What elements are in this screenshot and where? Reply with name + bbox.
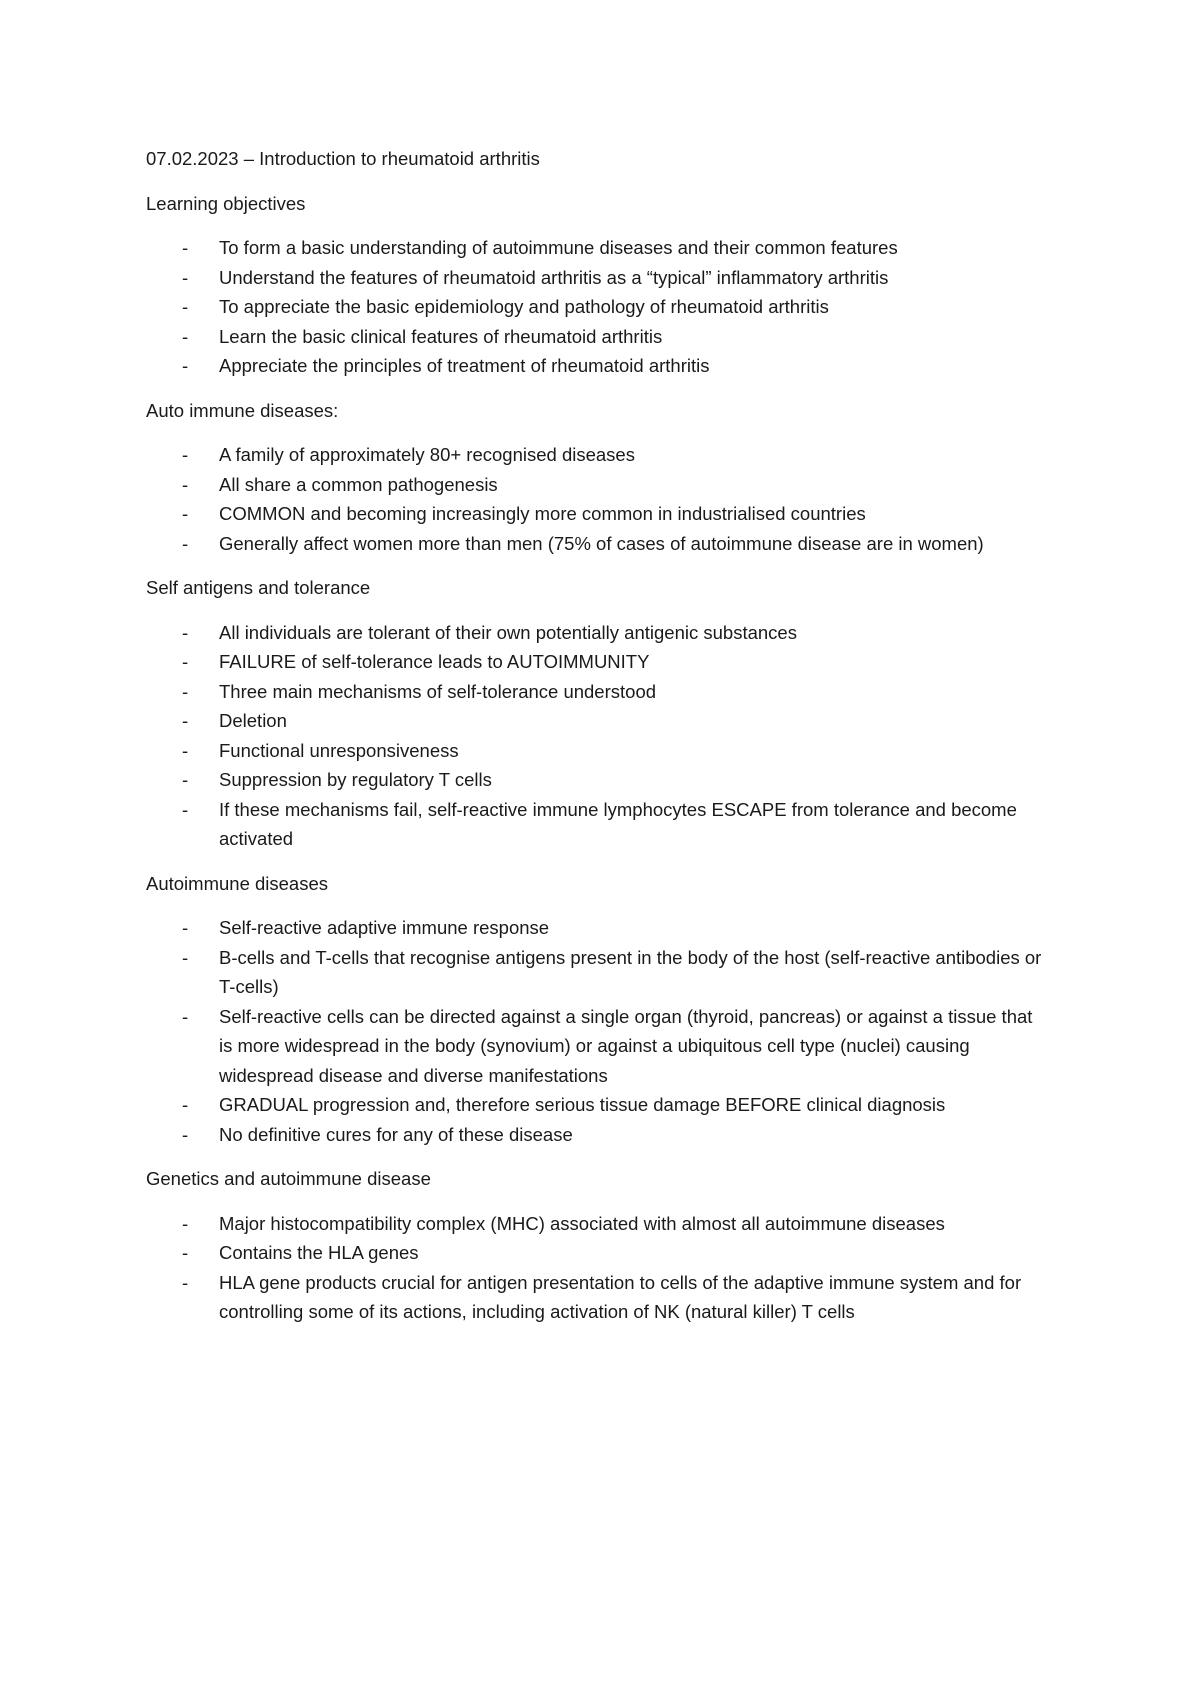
bullet-dash: - [182,946,189,968]
list-item: - No definitive cures for any of these disease [146,1120,1046,1150]
list-item: - To appreciate the basic epidemiology and pathology of rheumatoid arthritis [146,292,1046,322]
self-antigens-list [146,618,1046,854]
bullet-dash: - [182,266,189,288]
list-item: - Self-reactive cells can be directed against a single organ (thyroid, pancreas) or against a tissue that is more widespread in the body (synovium) or against a ubiquitous cell type (nuclei) causing widespread disease and diverse manifestations [146,1002,1046,1091]
list-item: - Three main mechanisms of self-tolerance understood [146,677,1046,707]
list-item: - COMMON and becoming increasingly more common in industrialised countries [146,499,1046,529]
section-heading-learning-objectives: Learning objectives [146,192,306,214]
bullet-dash: - [182,444,189,465]
bullet-dash: - [182,680,189,702]
bullet-dash: - [182,1212,189,1234]
autoimmune-diseases-list [146,913,1046,1149]
list-item: - Deletion [146,706,1046,736]
bullet-dash: - [182,1005,189,1027]
genetics-list [146,1209,1046,1327]
list-item: - Functional unresponsiveness [146,736,1046,766]
bullet-dash: - [182,1242,189,1263]
section-heading-autoimmune-diseases: Autoimmune diseases [146,872,329,894]
list-item: - Appreciate the principles of treatment of rheumatoid arthritis [146,351,1046,381]
bullet-dash: - [182,532,189,554]
list-item: - Contains the HLA genes [146,1238,1046,1268]
section-heading-auto-immune-diseases: Auto immune diseases: [146,399,339,421]
list-item: - Learn the basic clinical features of rheumatoid arthritis [146,322,1046,352]
learning-objectives-list [146,233,1046,381]
bullet-dash: - [182,1123,189,1145]
bullet-dash: - [182,651,189,672]
list-item: - Self-reactive adaptive immune response [146,913,1046,943]
list-item: - Understand the features of rheumatoid arthritis as a “typical” inflammatory arthritis [146,263,1046,293]
bullet-dash: - [182,1094,189,1115]
bullet-dash: - [182,739,189,761]
bullet-dash: - [182,621,189,643]
list-item: - GRADUAL progression and, therefore serious tissue damage BEFORE clinical diagnosis [146,1090,1046,1120]
list-item: - If these mechanisms fail, self-reactive immune lymphocytes ESCAPE from tolerance and become activated [146,795,1046,854]
list-item: - Major histocompatibility complex (MHC) associated with almost all autoimmune diseases [146,1209,1046,1239]
bullet-dash: - [182,798,189,820]
bullet-dash: - [182,473,189,495]
bullet-dash: - [182,325,189,347]
list-item: - Generally affect women more than men (75% of cases of autoimmune disease are in women) [146,529,1046,559]
list-item: - B-cells and T-cells that recognise antigens present in the body of the host (self-reactive antibodies or T-cells) [146,943,1046,1002]
bullet-dash: - [182,1271,189,1293]
list-item: - Suppression by regulatory T cells [146,765,1046,795]
list-item: - All individuals are tolerant of their own potentially antigenic substances [146,618,1046,648]
auto-immune-diseases-list [146,440,1046,558]
list-item: - A family of approximately 80+ recognised diseases [146,440,1046,470]
section-heading-genetics: Genetics and autoimmune disease [146,1168,431,1189]
bullet-dash: - [182,710,189,731]
list-item: - HLA gene products crucial for antigen presentation to cells of the adaptive immune system and for controlling some of its actions, including activation of NK (natural killer) T cells [146,1268,1046,1327]
bullet-dash: - [182,917,189,938]
bullet-dash: - [182,296,189,317]
document-page [146,144,1046,1342]
bullet-dash: - [182,769,189,790]
list-item: - To form a basic understanding of autoimmune diseases and their common features [146,233,1046,263]
list-item: - FAILURE of self-tolerance leads to AUTOIMMUNITY [146,647,1046,677]
section-heading-self-antigens: Self antigens and tolerance [146,577,371,598]
bullet-dash: - [182,237,189,258]
list-item: - All share a common pathogenesis [146,470,1046,500]
bullet-dash: - [182,503,189,524]
document-title: 07.02.2023 – Introduction to rheumatoid arthritis [146,148,540,169]
bullet-dash: - [182,355,189,376]
